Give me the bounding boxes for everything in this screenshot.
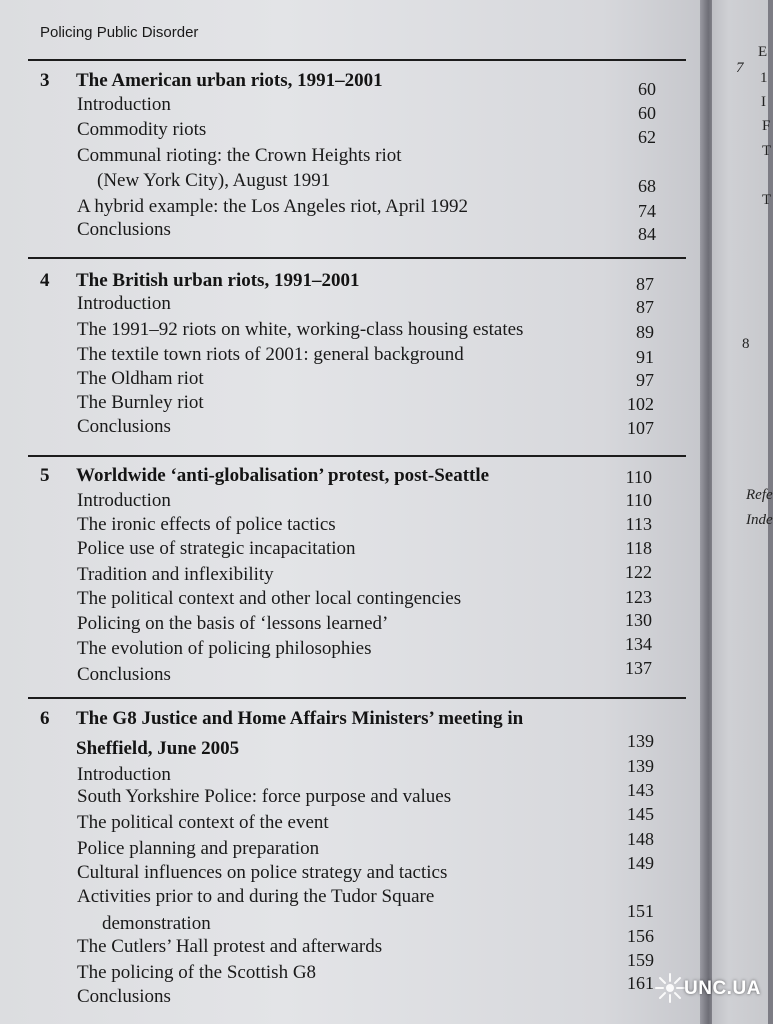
chapter-number: 6	[40, 708, 50, 729]
toc-entry: The textile town riots of 2001: general background	[77, 344, 464, 365]
facing-fragment: F	[762, 118, 771, 134]
toc-entry: The political context of the event	[77, 812, 329, 833]
toc-entry: Policing on the basis of ‘lessons learned’	[77, 613, 389, 634]
toc-entry: The policing of the Scottish G8	[77, 962, 317, 983]
toc-entry: Introduction	[77, 293, 171, 314]
toc-entry: Introduction	[77, 490, 171, 511]
toc-page: 118	[625, 538, 652, 558]
facing-fragment: 8	[742, 336, 750, 352]
facing-fragment: Refe	[746, 487, 773, 503]
toc-page: 149	[627, 853, 654, 873]
chapter-divider	[28, 455, 686, 457]
chapter-title-line2: Sheffield, June 2005	[76, 738, 240, 759]
toc-entry: The Oldham riot	[77, 368, 204, 389]
toc-entry: Introduction	[77, 764, 171, 785]
toc-entry: Tradition and inflexibility	[77, 564, 274, 585]
toc-entry: Police planning and preparation	[77, 838, 320, 859]
toc-page: 161	[627, 973, 654, 993]
toc-page: 97	[636, 370, 654, 390]
chapter-page: 60	[638, 79, 656, 99]
toc-page: 74	[638, 201, 656, 221]
toc-page: 110	[625, 490, 652, 510]
toc-entry: South Yorkshire Police: force purpose and values	[77, 786, 452, 807]
toc-entry: The Burnley riot	[77, 392, 204, 413]
facing-fragment: T	[762, 192, 772, 208]
toc-page: 89	[636, 322, 654, 342]
toc-entry: The evolution of policing philosophies	[77, 638, 372, 659]
facing-fragment: T	[762, 143, 772, 159]
toc-entry: The political context and other local contingencies	[77, 588, 462, 609]
chapter-title: The British urban riots, 1991–2001	[76, 270, 360, 291]
toc-page: 156	[627, 926, 654, 946]
facing-fragment: 7	[736, 60, 744, 76]
toc-page: 134	[625, 634, 652, 654]
toc-entry: Conclusions	[77, 219, 171, 240]
watermark	[654, 968, 764, 1012]
toc-entry: A hybrid example: the Los Angeles riot, April 1992	[77, 196, 469, 217]
chapter-divider	[28, 697, 686, 699]
toc-entry: Commodity riots	[77, 119, 207, 140]
toc-page: 68	[638, 176, 656, 196]
watermark-text: UNC.UA	[684, 978, 761, 999]
chapter-divider	[28, 257, 686, 259]
toc-page: 159	[627, 950, 654, 970]
toc-entry: Police use of strategic incapacitation	[77, 538, 356, 559]
toc-entry: Introduction	[77, 94, 171, 115]
toc-page: 130	[625, 610, 652, 630]
toc-entry: Conclusions	[77, 664, 171, 685]
chapter-page: 110	[625, 467, 652, 487]
toc-entry: Cultural influences on police strategy and tactics	[77, 862, 448, 883]
toc-entry: Conclusions	[77, 416, 171, 437]
toc-page: 145	[627, 804, 654, 824]
facing-fragment: Inde	[746, 512, 773, 528]
toc-page: 84	[638, 224, 656, 244]
toc-page: 148	[627, 829, 654, 849]
chapter-number: 5	[40, 465, 50, 486]
toc-entry-continuation: (New York City), August 1991	[97, 170, 331, 191]
toc-page: 113	[625, 514, 652, 534]
facing-fragment: I	[761, 94, 766, 110]
chapter-page: 139	[627, 731, 654, 751]
toc-page: 139	[627, 756, 654, 776]
toc-entry: Communal rioting: the Crown Heights riot	[77, 145, 402, 166]
toc-page: 107	[627, 418, 654, 438]
facing-page	[712, 0, 773, 1024]
facing-fragment: E	[758, 44, 768, 60]
chapter-divider	[28, 59, 686, 61]
toc-page: 137	[625, 658, 652, 678]
running-header: Policing Public Disorder	[40, 24, 199, 41]
facing-fragment: 1	[760, 70, 768, 86]
toc-entry: Conclusions	[77, 986, 171, 1007]
toc-page: 91	[636, 347, 654, 367]
toc-page: 123	[625, 587, 652, 607]
toc-page: 60	[638, 103, 656, 123]
chapter-number: 4	[40, 270, 50, 291]
toc-entry: Activities prior to and during the Tudor Square	[77, 886, 435, 907]
toc-page: 151	[627, 901, 654, 921]
chapter-title: The American urban riots, 1991–2001	[76, 70, 383, 91]
toc-entry: The Cutlers’ Hall protest and afterwards	[77, 936, 383, 957]
toc-page: 143	[627, 780, 654, 800]
toc-page: 122	[625, 562, 652, 582]
toc-page: 87	[636, 297, 654, 317]
chapter-title: Worldwide ‘anti-globalisation’ protest, post-Seattle	[76, 465, 490, 486]
chapter-title: The G8 Justice and Home Affairs Ministers’ meeting in	[76, 708, 524, 729]
toc-entry: The 1991–92 riots on white, working-class housing estates	[77, 319, 524, 340]
toc-entry-continuation: demonstration	[102, 913, 211, 934]
toc-entry: The ironic effects of police tactics	[77, 514, 336, 535]
toc-page: 62	[638, 127, 656, 147]
sunburst-icon	[654, 972, 686, 1004]
chapter-page: 87	[636, 274, 654, 294]
toc-page: 102	[627, 394, 654, 414]
chapter-number: 3	[40, 70, 50, 91]
